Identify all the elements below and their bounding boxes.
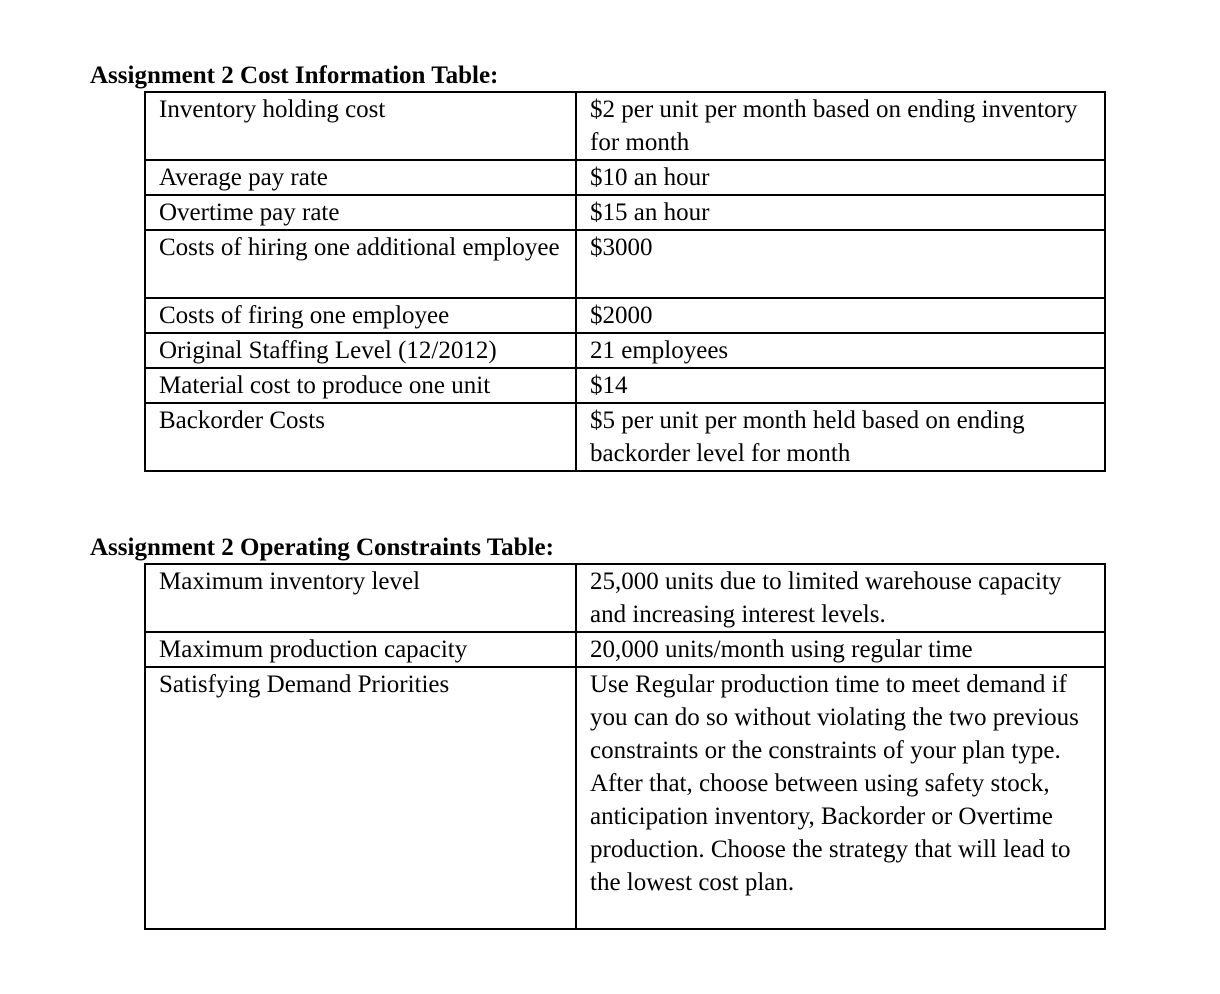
row-value-cell (576, 564, 1105, 632)
table-row (145, 298, 1105, 333)
cost-table-title: Assignment 2 Cost Information Table: (90, 62, 499, 89)
row-value: $10 an hour (590, 164, 710, 191)
row-label: Backorder Costs (159, 407, 325, 434)
row-value: 25,000 units due to limited warehouse capacity and increasing interest levels. (590, 568, 1062, 628)
row-value: $14 (590, 372, 628, 399)
cost-information-table (144, 91, 1106, 472)
row-label: Maximum inventory level (159, 568, 421, 595)
row-value: $15 an hour (590, 199, 710, 226)
row-label: Material cost to produce one unit (159, 372, 491, 399)
row-value-cell (576, 333, 1105, 368)
row-label: Costs of firing one employee (159, 302, 450, 329)
row-label: Costs of hiring one additional employee (159, 234, 560, 261)
row-value-cell (576, 92, 1105, 160)
table-row (145, 92, 1105, 160)
row-value: Use Regular production time to meet demand if you can do so without violating the two previous constraints or the constraints of your plan type. After that, choose between using safety stock, anticipation inventory, Backorder or Overtime production. Choose the strategy that will lead to the lowest cost plan. (590, 671, 1079, 896)
row-value-cell (576, 632, 1105, 667)
row-label-cell (145, 333, 576, 368)
row-label: Maximum production capacity (159, 636, 468, 663)
row-value: 21 employees (590, 337, 729, 364)
row-label: Inventory holding cost (159, 96, 386, 123)
row-label-cell (145, 632, 576, 667)
row-value: $2000 (590, 302, 653, 329)
table-row (145, 333, 1105, 368)
row-value-cell (576, 667, 1105, 929)
row-label-cell (145, 403, 576, 471)
row-value-cell (576, 230, 1105, 298)
table-row (145, 160, 1105, 195)
row-value-cell (576, 403, 1105, 471)
row-value: 20,000 units/month using regular time (590, 636, 973, 663)
row-label-cell (145, 160, 576, 195)
row-label: Original Staffing Level (12/2012) (159, 337, 497, 364)
row-label-cell (145, 667, 576, 929)
row-value: $2 per unit per month based on ending inventory for month (590, 96, 1078, 156)
row-value-cell (576, 195, 1105, 230)
row-value-cell (576, 160, 1105, 195)
row-value-cell (576, 298, 1105, 333)
row-label-cell (145, 564, 576, 632)
row-label-cell (145, 230, 576, 298)
row-label: Overtime pay rate (159, 199, 340, 226)
table-row (145, 632, 1105, 667)
operating-constraints-table (144, 563, 1106, 930)
row-value: $3000 (590, 234, 653, 261)
table-row (145, 403, 1105, 471)
row-value: $5 per unit per month held based on ending backorder level for month (590, 407, 1025, 467)
row-label-cell (145, 368, 576, 403)
constraints-table-title: Assignment 2 Operating Constraints Table: (90, 534, 554, 561)
row-value-cell (576, 368, 1105, 403)
row-label-cell (145, 298, 576, 333)
row-label-cell (145, 92, 576, 160)
table-row (145, 368, 1105, 403)
table-row (145, 564, 1105, 632)
row-label: Average pay rate (159, 164, 328, 191)
table-row (145, 667, 1105, 929)
table-row (145, 230, 1105, 298)
row-label: Satisfying Demand Priorities (159, 671, 450, 698)
row-label-cell (145, 195, 576, 230)
table-row (145, 195, 1105, 230)
